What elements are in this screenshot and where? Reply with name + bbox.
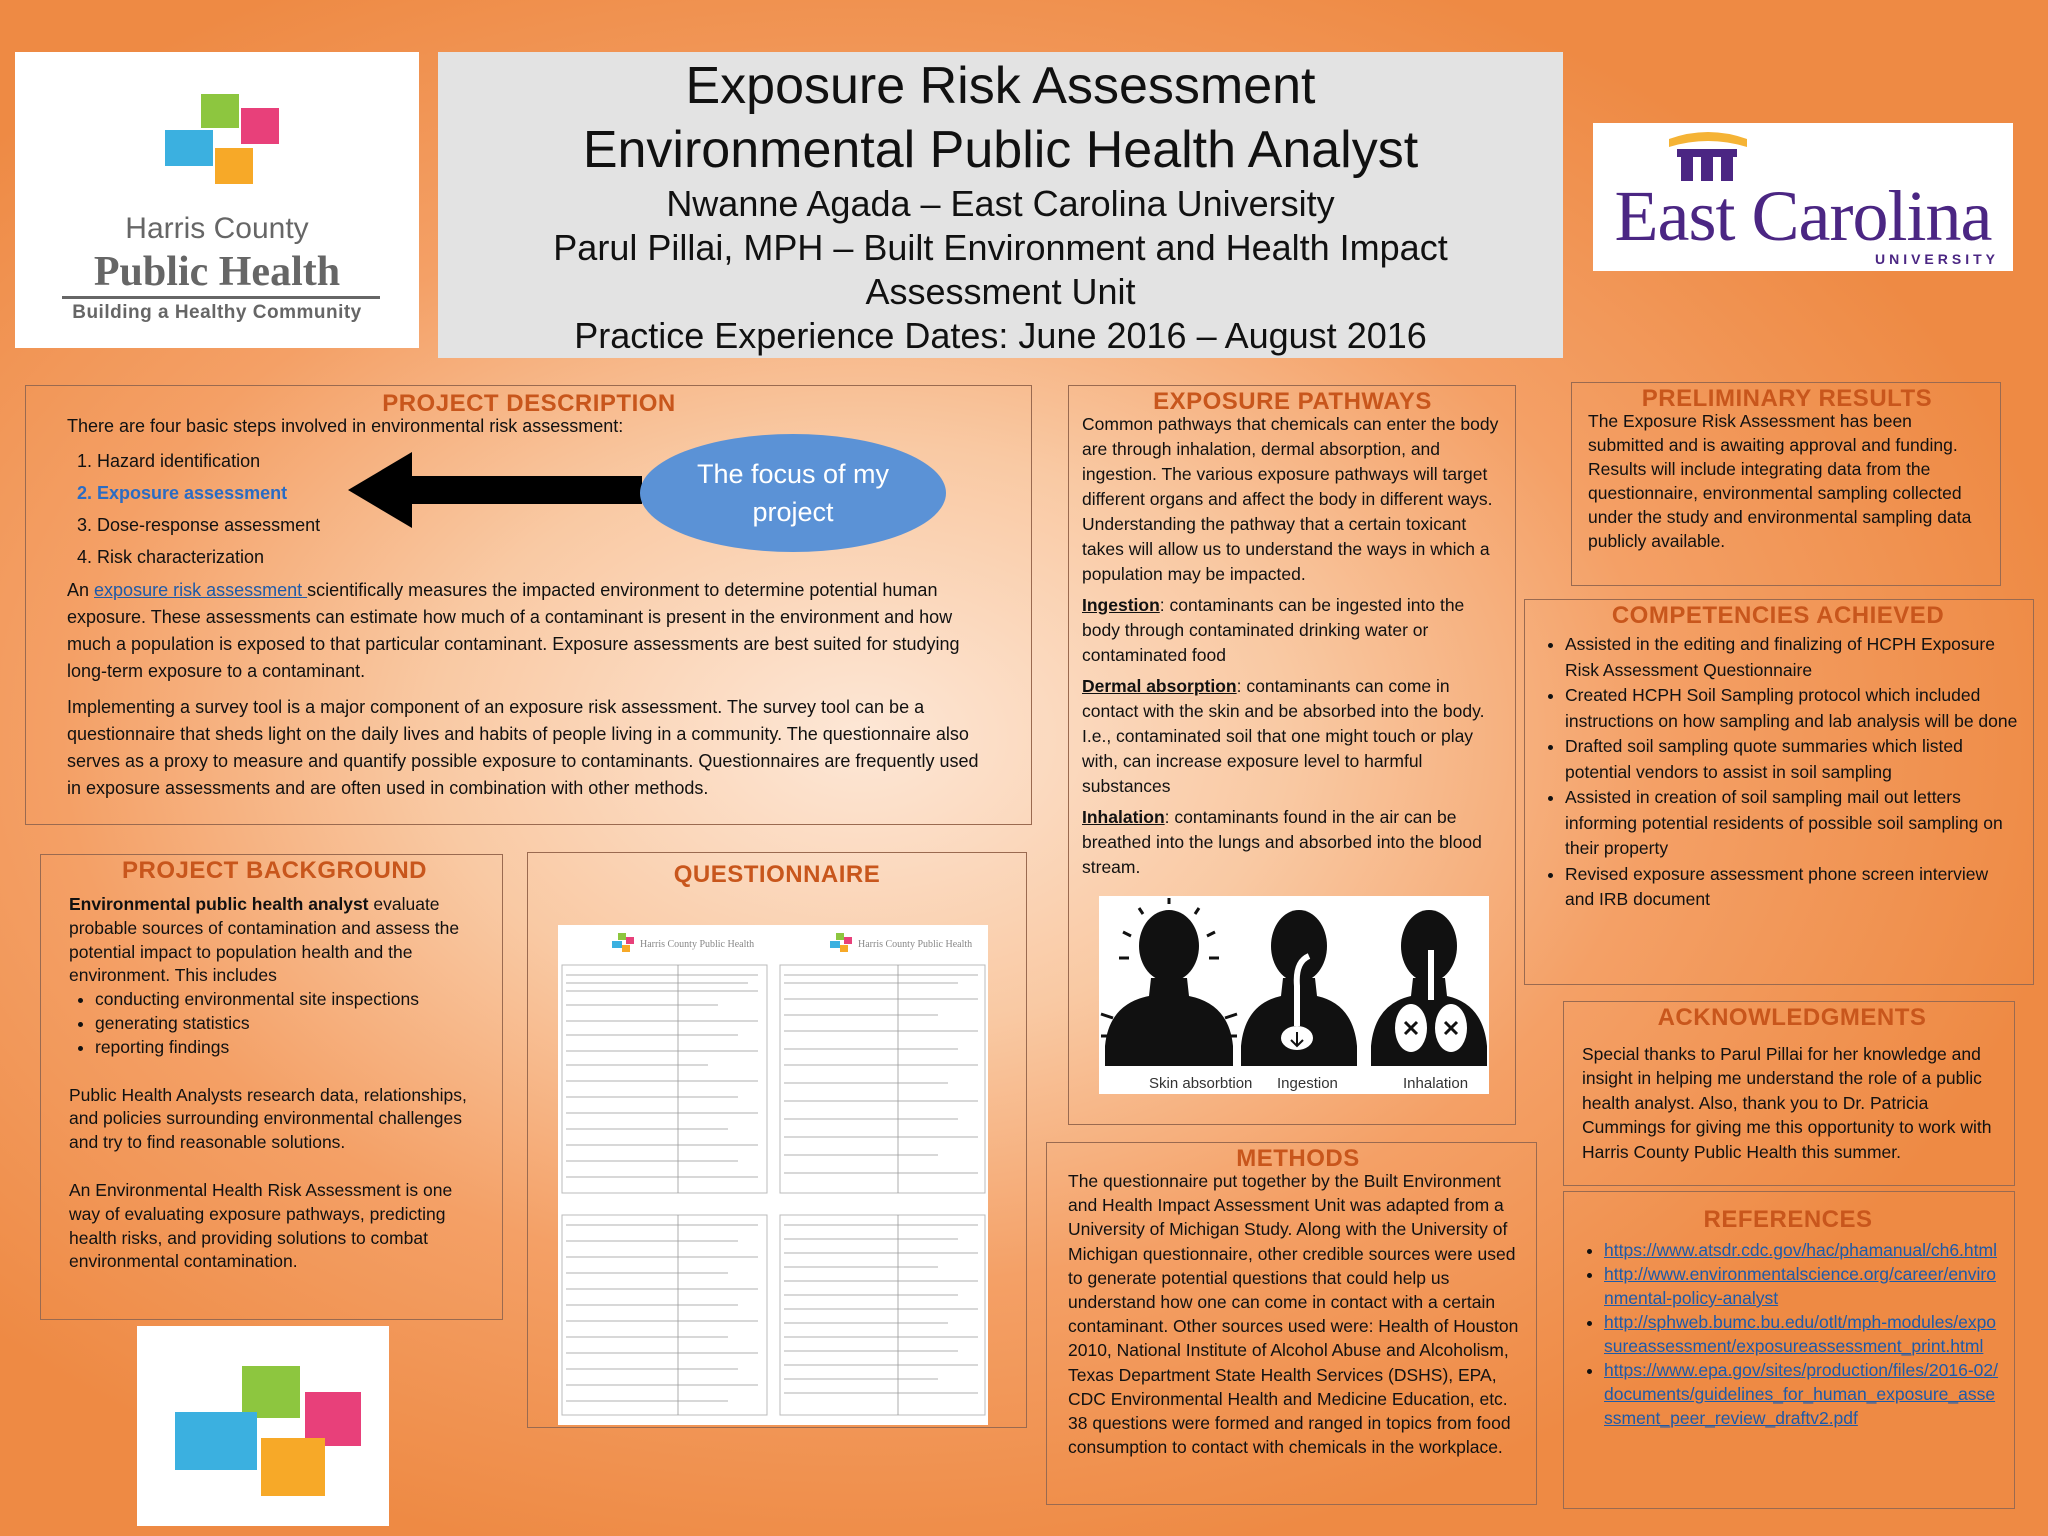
step-item: 4. Risk characterization (97, 541, 991, 573)
questionnaire-title: QUESTIONNAIRE (673, 861, 881, 888)
mini-logo-text: Harris County Public Health (640, 939, 755, 950)
logo-line-1: Harris County (125, 212, 309, 245)
references-list (1576, 1238, 2000, 1430)
exposure-risk-assessment-link[interactable]: exposure risk assessment (94, 580, 308, 600)
ingestion-label: Ingestion (1082, 595, 1160, 615)
exposure-pathways-body (1082, 412, 1503, 880)
inhalation-text: : contaminants found in the air can be breathed into the lungs and absorbed into the blood stream. (1082, 807, 1482, 877)
background-lead-rest: evaluate probable sources of contamination and assess the potential impact to population health and the environment. This includes (69, 894, 460, 986)
inhalation-figure (1371, 910, 1487, 1066)
pathway-dermal (1082, 674, 1503, 799)
hcph-logo (15, 52, 419, 348)
background-lead-bold: Environmental public health analyst (69, 894, 369, 914)
competency-item: • Assisted in creation of soil sampling mail out letters informing potential residents of possible soil sampling on their property (1565, 785, 2019, 862)
methods-panel (1046, 1142, 1537, 1505)
logo-line-2: Public Health (93, 249, 341, 295)
pathways-figure (1099, 896, 1489, 1094)
reference-link[interactable]: https://www.atsdr.cdc.gov/hac/phamanual/ch6.html (1604, 1240, 1997, 1260)
mark-square-orange (261, 1438, 325, 1496)
practice-dates: Practice Experience Dates: June 2016 – August 2016 (574, 315, 1427, 356)
references-title: REFERENCES (1703, 1206, 1873, 1233)
dermal-text: : contaminants can come in contact with the skin and be absorbed into the body. I.e., contaminated soil that one might touch or play with, can increase exposure level to harmful substances (1082, 676, 1485, 796)
exposure-pathways-panel (1068, 385, 1516, 1125)
reference-item (1604, 1262, 2000, 1310)
focus-oval-label: The focus of my project (696, 459, 890, 527)
acknowledgments-text: Special thanks to Parul Pillai for her knowledge and insight in helping me understand the role of a public health analyst. Also, thank you to Dr. Patricia Cummings for giving me this opportunity to work with Harris County Public Health this summer. (1582, 1044, 1992, 1162)
reference-link[interactable]: https://www.epa.gov/sites/production/files/2016-02/documents/guidelines_for_human_exposure_assessment_peer_review_draftv2.pdf (1604, 1360, 1998, 1428)
figure-label-skin: Skin absorbtion (1149, 1075, 1253, 1092)
pathway-ingestion (1082, 593, 1503, 668)
competency-item: • Assisted in the editing and finalizing of HCPH Exposure Risk Assessment Questionnaire (1565, 632, 2019, 683)
mark-square-green (242, 1366, 300, 1418)
background-para-3: An Environmental Health Risk Assessment is one way of evaluating exposure pathways, predicting health risks, and providing solutions to combat environmental contamination. (69, 1179, 453, 1272)
author-line-2b: Assessment Unit (865, 271, 1136, 312)
mini-logo-text: Harris County Public Health (858, 939, 973, 950)
pathways-intro: Common pathways that chemicals can enter the body are through inhalation, dermal absorption, and ingestion. The various exposure pathways will target different organs and affect the body in different ways. Understanding the pathway that a certain toxicant takes will allow us to understand the ways in which a population may be impacted. (1082, 414, 1499, 584)
background-bullet: • conducting environmental site inspections (95, 988, 480, 1012)
author-line-2: Parul Pillai, MPH – Built Environment and Health Impact (553, 227, 1448, 268)
preliminary-results-title: PRELIMINARY RESULTS (1641, 385, 1933, 412)
poster-title: Exposure Risk Assessment (685, 57, 1316, 115)
methods-title: METHODS (1236, 1145, 1360, 1172)
logo-square-blue (165, 130, 213, 166)
ingestion-text: : contaminants can be ingested into the body through contaminated drinking water or contaminated food (1082, 595, 1465, 665)
pathways-figure-svg (1099, 896, 1489, 1094)
exposure-assessment-paragraph (67, 577, 991, 685)
hcph-mark (137, 1326, 389, 1526)
poster-subtitle: Environmental Public Health Analyst (582, 121, 1419, 179)
project-description-panel (25, 385, 1032, 825)
reference-item (1604, 1310, 2000, 1358)
preliminary-results-panel (1571, 382, 2001, 586)
acknowledgments-title: ACKNOWLEDGMENTS (1657, 1004, 1927, 1031)
project-background-body (69, 893, 480, 1274)
background-bullets (69, 988, 480, 1059)
competencies-panel (1524, 599, 2034, 985)
inhalation-label: Inhalation (1082, 807, 1165, 827)
figure-label-ingestion: Ingestion (1277, 1075, 1338, 1092)
dermal-label: Dermal absorption (1082, 676, 1237, 696)
step-item-highlighted: 2. Exposure assessment (97, 477, 991, 509)
author-line-1: Nwanne Agada – East Carolina University (666, 183, 1335, 224)
competency-item: • Revised exposure assessment phone screen interview and IRB document (1565, 862, 2019, 913)
background-para-2: Public Health Analysts research data, relationships, and policies surrounding environmental challenges and try to find reasonable solutions. (69, 1084, 467, 1153)
mark-square-blue (175, 1412, 257, 1470)
survey-tool-paragraph: Implementing a survey tool is a major component of an exposure risk assessment. The survey tool can be a questionnaire that sheds light on the daily lives and habits of people living in a community. The questionnaire also serves as a proxy to measure and quantify possible exposure to contaminants. Questionnaires are frequently used in exposure assessments and are often used in combination with other methods. (67, 697, 979, 798)
reference-item (1604, 1358, 2000, 1430)
questionnaire-panel (527, 852, 1027, 1428)
skin-absorption-figure (1101, 898, 1237, 1066)
step-item: 3. Dose-response assessment (97, 509, 991, 541)
background-bullet: • generating statistics (95, 1012, 480, 1036)
ingestion-figure (1241, 910, 1357, 1066)
background-bullet: • reporting findings (95, 1036, 480, 1060)
focus-oval (640, 434, 946, 552)
para1-pre: An (67, 580, 95, 600)
competency-item: • Created HCPH Soil Sampling protocol which included instructions on how sampling and lab analysis will be done (1565, 683, 2019, 734)
logo-square-orange (215, 148, 253, 184)
reference-link[interactable]: http://www.environmentalscience.org/career/environmental-policy-analyst (1604, 1264, 1996, 1308)
preliminary-results-text: The Exposure Risk Assessment has been submitted and is awaiting approval and funding. Results will include integrating data from the questionnaire, environmental sampling collected under the study and environmental sampling data publicly available. (1588, 411, 1972, 551)
logo-square-pink (241, 108, 279, 144)
project-description-title: PROJECT DESCRIPTION (382, 390, 676, 417)
logo-line-3: Building a Healthy Community (72, 302, 362, 323)
background-lead (69, 893, 480, 988)
methods-text: The questionnaire put together by the Built Environment and Health Impact Assessment Unit was adapted from a University of Michigan Study. Along with the University of Michigan questionnaire, other credible sources were used to generate potential questions that could help us understand how one can come in contact with a certain contaminant. Other sources used were: Health of Houston 2010, National Institute of Alcohol Abuse and Alcoholism, Texas Department State Health Services (DSHS), EPA, CDC Environmental Health and Medicine Education, etc. 38 questions were formed and ranged in topics from food consumption to contact with chemicals in the workplace. (1068, 1171, 1519, 1458)
ecu-logo (1593, 123, 2013, 271)
logo-square-green (201, 94, 239, 128)
logo-rule (62, 296, 380, 299)
reference-item (1604, 1238, 2000, 1262)
project-description-intro: There are four basic steps involved in environmental risk assessment: (67, 416, 624, 436)
pathway-inhalation (1082, 805, 1503, 880)
exposure-pathways-title: EXPOSURE PATHWAYS (1153, 388, 1432, 415)
competencies-list (1537, 632, 2019, 913)
competencies-title: COMPETENCIES ACHIEVED (1611, 602, 1945, 629)
figure-label-inhalation: Inhalation (1403, 1075, 1469, 1092)
left-arrow-icon (348, 452, 642, 528)
title-block (438, 52, 1563, 358)
step-item: 1. Hazard identification (97, 445, 991, 477)
reference-link[interactable]: http://sphweb.bumc.bu.edu/otlt/mph-modules/exposureassessment/exposureassessment_print.html (1604, 1312, 1997, 1356)
acknowledgments-panel (1563, 1001, 2015, 1186)
project-background-panel (40, 854, 503, 1320)
questionnaire-image (558, 925, 988, 1425)
ecu-wordmark: East Carolina (1614, 176, 1992, 256)
para1-post: scientifically measures the impacted environment to determine potential human exposure. These assessments can estimate how much of a contaminant is present in the environment and how much a population is exposed to that particular contaminant. Exposure assessments are best suited for studying long-term exposure to a contaminant. (67, 580, 960, 681)
competency-item: • Drafted soil sampling quote summaries which listed potential vendors to assist in soil sampling (1565, 734, 2019, 785)
references-panel (1563, 1191, 2015, 1509)
ecu-university: UNIVERSITY (1874, 251, 1999, 267)
project-background-title: PROJECT BACKGROUND (121, 857, 427, 884)
